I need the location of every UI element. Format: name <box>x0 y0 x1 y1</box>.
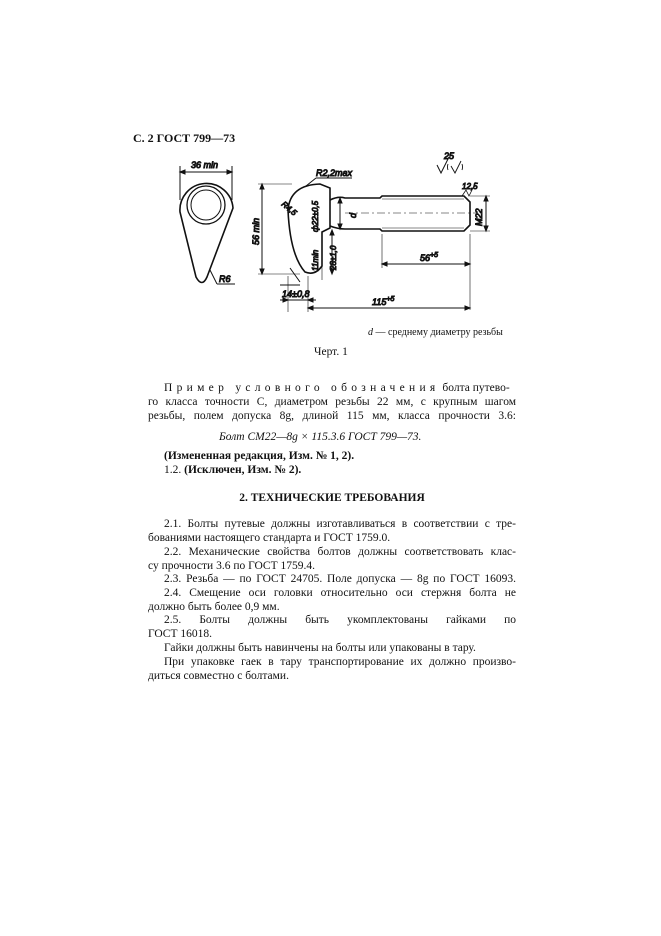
para-2-2-a: 2.2. Механические свойства болтов должны соответствовать клас- <box>164 546 516 558</box>
para-2-4-b: должно быть более 0,9 мм. <box>148 601 280 613</box>
section-title: 2. ТЕХНИЧЕСКИЕ ТРЕБОВАНИЯ <box>239 492 425 504</box>
page-header: С. 2 ГОСТ 799—73 <box>133 131 236 145</box>
dim-56plus-value: 56 <box>420 253 431 263</box>
drawing-note <box>368 327 503 338</box>
example-line1-rest: болта путево- <box>439 382 510 394</box>
para-2-5-b: ГОСТ 16018. <box>148 628 213 640</box>
example-line-2: го класса точности С, диаметром резьбы 22 мм, с крупным шагом <box>148 396 516 408</box>
para-2-1-b: бованиями настоящего стандарта и ГОСТ 1759.0. <box>148 532 391 544</box>
dim-115-tol: +5 <box>386 296 395 303</box>
para-2-2-b: су прочности 3.6 по ГОСТ 1759.4. <box>148 560 315 572</box>
para-2-7-a: При упаковке гаек в тару транспортирование их должно произво- <box>164 656 516 668</box>
revision-note-1: (Измененная редакция, Изм. № 1, 2). <box>164 450 355 462</box>
dim-R6: R6 <box>219 274 231 284</box>
note-text: — среднему диаметру резьбы <box>373 327 503 338</box>
para-2-4-a: 2.4. Смещение оси головки относительно оси стержня болта не <box>164 587 516 599</box>
para-2-5-a: 2.5. Болты должны быть укомплектованы гайками по <box>164 614 516 626</box>
roughness-main: 25 <box>444 151 455 161</box>
dim-14: 14±0,8 <box>282 289 310 299</box>
dim-56plus <box>420 252 438 263</box>
dim-phi: ф22±0,5 <box>311 200 320 232</box>
note-symbol: d <box>368 327 373 338</box>
para-2-6: Гайки должны быть навинчены на болты или упакованы в тару. <box>164 642 476 654</box>
dim-M22: M22 <box>474 208 484 226</box>
dim-115-value: 115 <box>372 297 387 307</box>
example-line-1 <box>164 382 510 395</box>
para-2-1-a: 2.1. Болты путевые должны изготавливаться в соответствии с тре- <box>164 518 516 530</box>
para-2-7-b: диться совместно с болтами. <box>148 670 289 682</box>
dim-R2: R2,2max <box>316 168 353 178</box>
para-2-3: 2.3. Резьба — по ГОСТ 24705. Поле допуска — 8g по ГОСТ 16093. <box>164 573 516 585</box>
dim-56min: 56 min <box>251 217 261 245</box>
item-1-2-number: 1.2. <box>164 464 182 476</box>
bolt-drawing <box>0 0 661 340</box>
example-spaced-heading: Пример условного обозначения <box>164 382 440 394</box>
item-1-2-text: (Исключен, Изм. № 2). <box>184 464 302 476</box>
dim-R4: R4,5 <box>279 199 299 218</box>
dim-36min: 36 min <box>191 160 219 170</box>
item-1-2 <box>164 464 301 477</box>
dim-28: 28±1,0 <box>329 245 338 270</box>
example-line-3: резьбы, полем допуска 8g, длиной 115 мм, класса прочности 3.6: <box>148 410 516 422</box>
head-end-view <box>180 166 235 284</box>
roughness-thread: 12,5 <box>462 182 478 191</box>
dim-11min: 11min <box>311 249 320 271</box>
example-designation: Болт СМ22—8g × 115.3.6 ГОСТ 799—73. <box>219 431 422 443</box>
dim-d: d <box>348 212 358 218</box>
figure-caption: Черт. 1 <box>314 346 348 358</box>
dim-115 <box>372 296 394 307</box>
dim-56plus-tol: +5 <box>430 252 438 259</box>
